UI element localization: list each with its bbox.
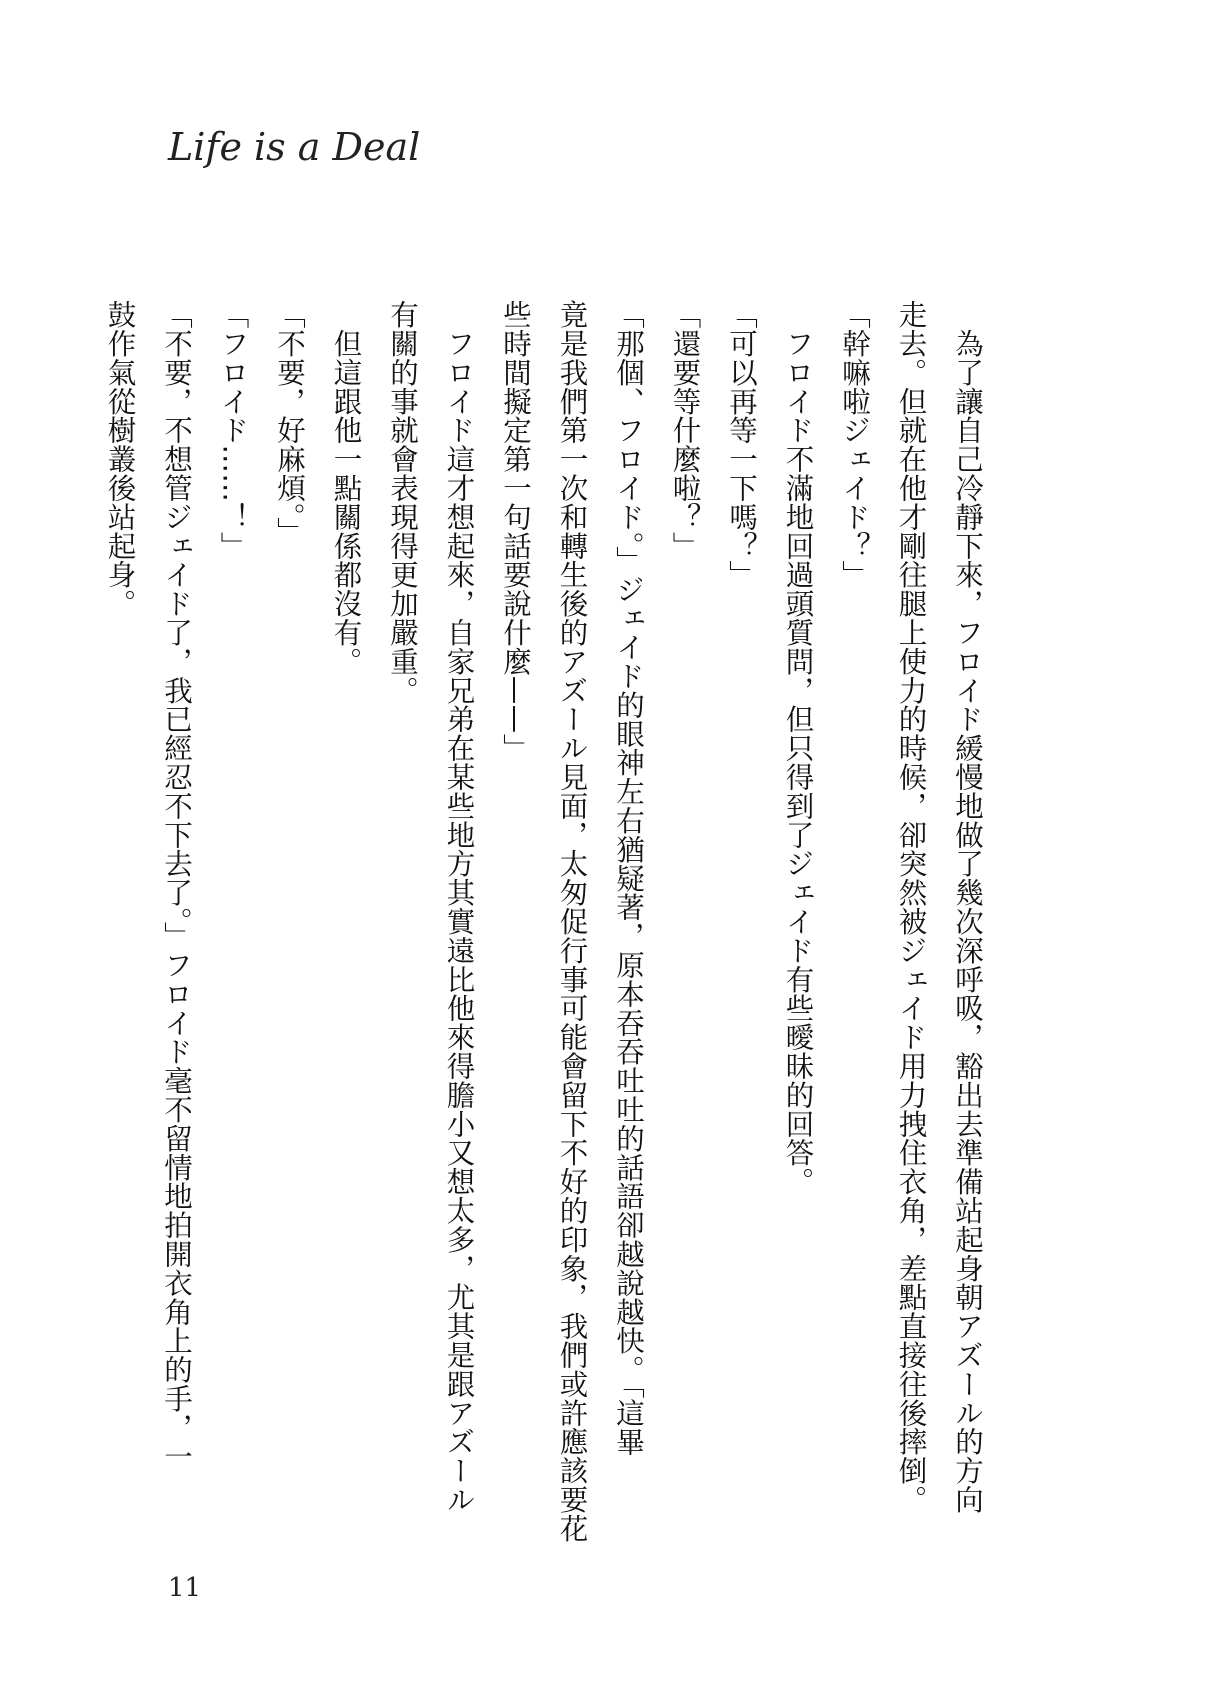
text-line: フロイド這才想起來，自家兄弟在某些地方其實遠比他來得膽小又想太多，尤其是跟アズール (442, 300, 476, 1514)
text-line: 有關的事就會表現得更加嚴重。 (386, 300, 419, 705)
text-line: フロイド不滿地回過頭質問，但只得到了ジェイド有些曖昧的回答。 (781, 300, 815, 1196)
text-line: 「不要，好麻煩。」 (273, 300, 306, 546)
text-line: 「可以再等一下嗎？」 (725, 300, 758, 589)
text-line: 些時間擬定第一句話要說什麼——」 (499, 300, 532, 763)
book-title-header: Life is a Deal (168, 125, 421, 169)
text-line: 「不要，不想管ジェイド了，我已經忍不下去了。」フロイド毫不留情地拍開衣角上的手，一 (160, 300, 193, 1471)
page-number: 11 (168, 1573, 202, 1603)
text-line: 「那個、フロイド。」ジェイド的眼神左右猶疑著，原本吞吞吐吐的話語卻越說越快。「這畢 (612, 300, 645, 1457)
vertical-text-body (91, 300, 995, 1570)
text-line: 鼓作氣從樹叢後站起身。 (103, 300, 137, 618)
text-line: 走去。但就在他才剛往腿上使力的時候，卻突然被ジェイド用力拽住衣角，差點直接往後摔倒。 (894, 300, 928, 1514)
text-line: 「還要等什麼啦？」 (668, 300, 702, 561)
text-line: 竟是我們第一次和轉生後的アズール見面，太匆促行事可能會留下不好的印象，我們或許應該要花 (555, 300, 589, 1543)
text-line: 「フロイド……！」 (216, 300, 250, 561)
text-line: 但這跟他一點關係都沒有。 (329, 300, 363, 676)
text-line: 為了讓自己冷靜下來，フロイド緩慢地做了幾次深呼吸，豁出去準備站起身朝アズール的方向 (951, 300, 984, 1514)
text-line: 「幹嘛啦ジェイド？」 (838, 300, 871, 589)
